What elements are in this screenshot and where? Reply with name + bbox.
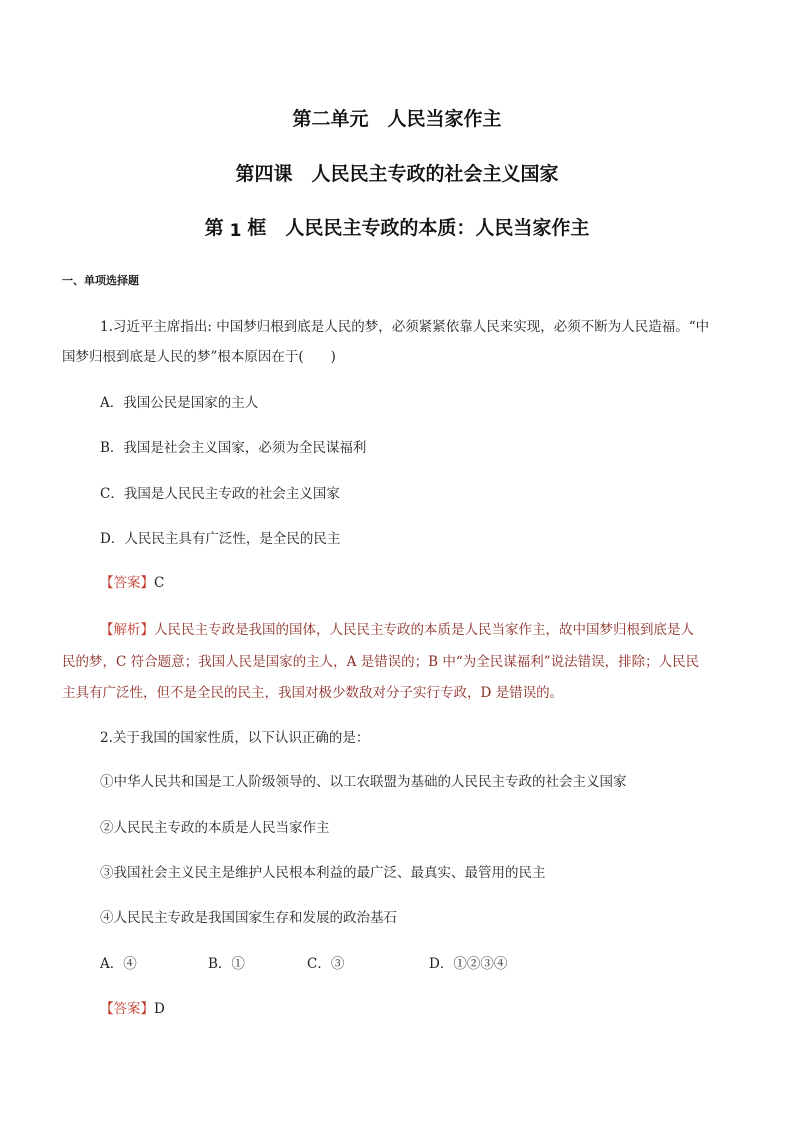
- q1-analysis-line3: 主具有广泛性，但不是全民的民主，我国对极少数敌对分子实行专政，D 是错误的。: [62, 685, 564, 701]
- q1-analysis-label: 【解析】: [100, 622, 154, 638]
- lesson-title-text: 第四课 人民民主专政的社会主义国家: [235, 163, 559, 185]
- q2-statement-3: ③我国社会主义民主是维护人民根本利益的最广泛、最真实、最管用的民主: [100, 865, 546, 881]
- q1-option-b: B．我国是社会主义国家，必须为全民谋福利: [100, 440, 367, 456]
- frame-title-prefix: 第: [204, 217, 224, 239]
- section-heading: 一、单项选择题: [62, 274, 139, 287]
- frame-title-suffix: 框 人民民主专政的本质：人民当家作主: [247, 217, 590, 239]
- q2-answer-value: D: [154, 1001, 165, 1017]
- q1-stem-line2: 国梦归根到底是人民的梦”根本原因在于( ): [62, 349, 336, 365]
- q1-answer-value: C: [154, 575, 165, 591]
- q1-stem-line1: 1.习近平主席指出: 中国梦归根到底是人民的梦，必须紧紧依靠人民来实现，必须不断为人民造福。“中: [100, 319, 710, 335]
- unit-title-text: 第二单元 人民当家作主: [292, 108, 502, 130]
- q1-answer: [100, 571, 164, 591]
- q2-choice-d: D．①②③④: [429, 956, 508, 972]
- frame-title: [0, 213, 794, 240]
- q1-analysis-text1: 人民民主专政是我国的国体，人民民主专政的本质是人民当家作主，故中国梦归根到底是人: [154, 622, 694, 638]
- q1-analysis-line2: 民的梦，C 符合题意；我国人民是国家的主人，A 是错误的；B 中“为全民谋福利”说法错误，排除；人民民: [62, 654, 700, 670]
- q2-stem: 2.关于我国的国家性质，以下认识正确的是：: [100, 730, 370, 746]
- q1-analysis-line1: [100, 618, 730, 638]
- lesson-title: [0, 159, 794, 186]
- q2-statement-1: ①中华人民共和国是工人阶级领导的、以工农联盟为基础的人民民主专政的社会主义国家: [100, 774, 627, 790]
- q1-option-a: A．我国公民是国家的主人: [100, 395, 259, 411]
- frame-title-number: 1: [229, 221, 242, 241]
- unit-title: [0, 104, 794, 131]
- q1-answer-label: 【答案】: [100, 575, 154, 591]
- q2-choice-a: A．④: [100, 956, 137, 972]
- q2-statement-4: ④人民民主专政是我国国家生存和发展的政治基石: [100, 910, 397, 926]
- q2-choice-b: B．①: [208, 956, 245, 972]
- q2-statement-2: ②人民民主专政的本质是人民当家作主: [100, 820, 330, 836]
- q2-choice-c: C．③: [307, 956, 345, 972]
- q2-answer: [100, 997, 165, 1017]
- q1-option-d: D．人民民主具有广泛性，是全民的民主: [100, 531, 341, 547]
- q2-choices: [0, 952, 794, 972]
- q1-option-c: C．我国是人民民主专政的社会主义国家: [100, 486, 340, 502]
- q2-answer-label: 【答案】: [100, 1001, 154, 1017]
